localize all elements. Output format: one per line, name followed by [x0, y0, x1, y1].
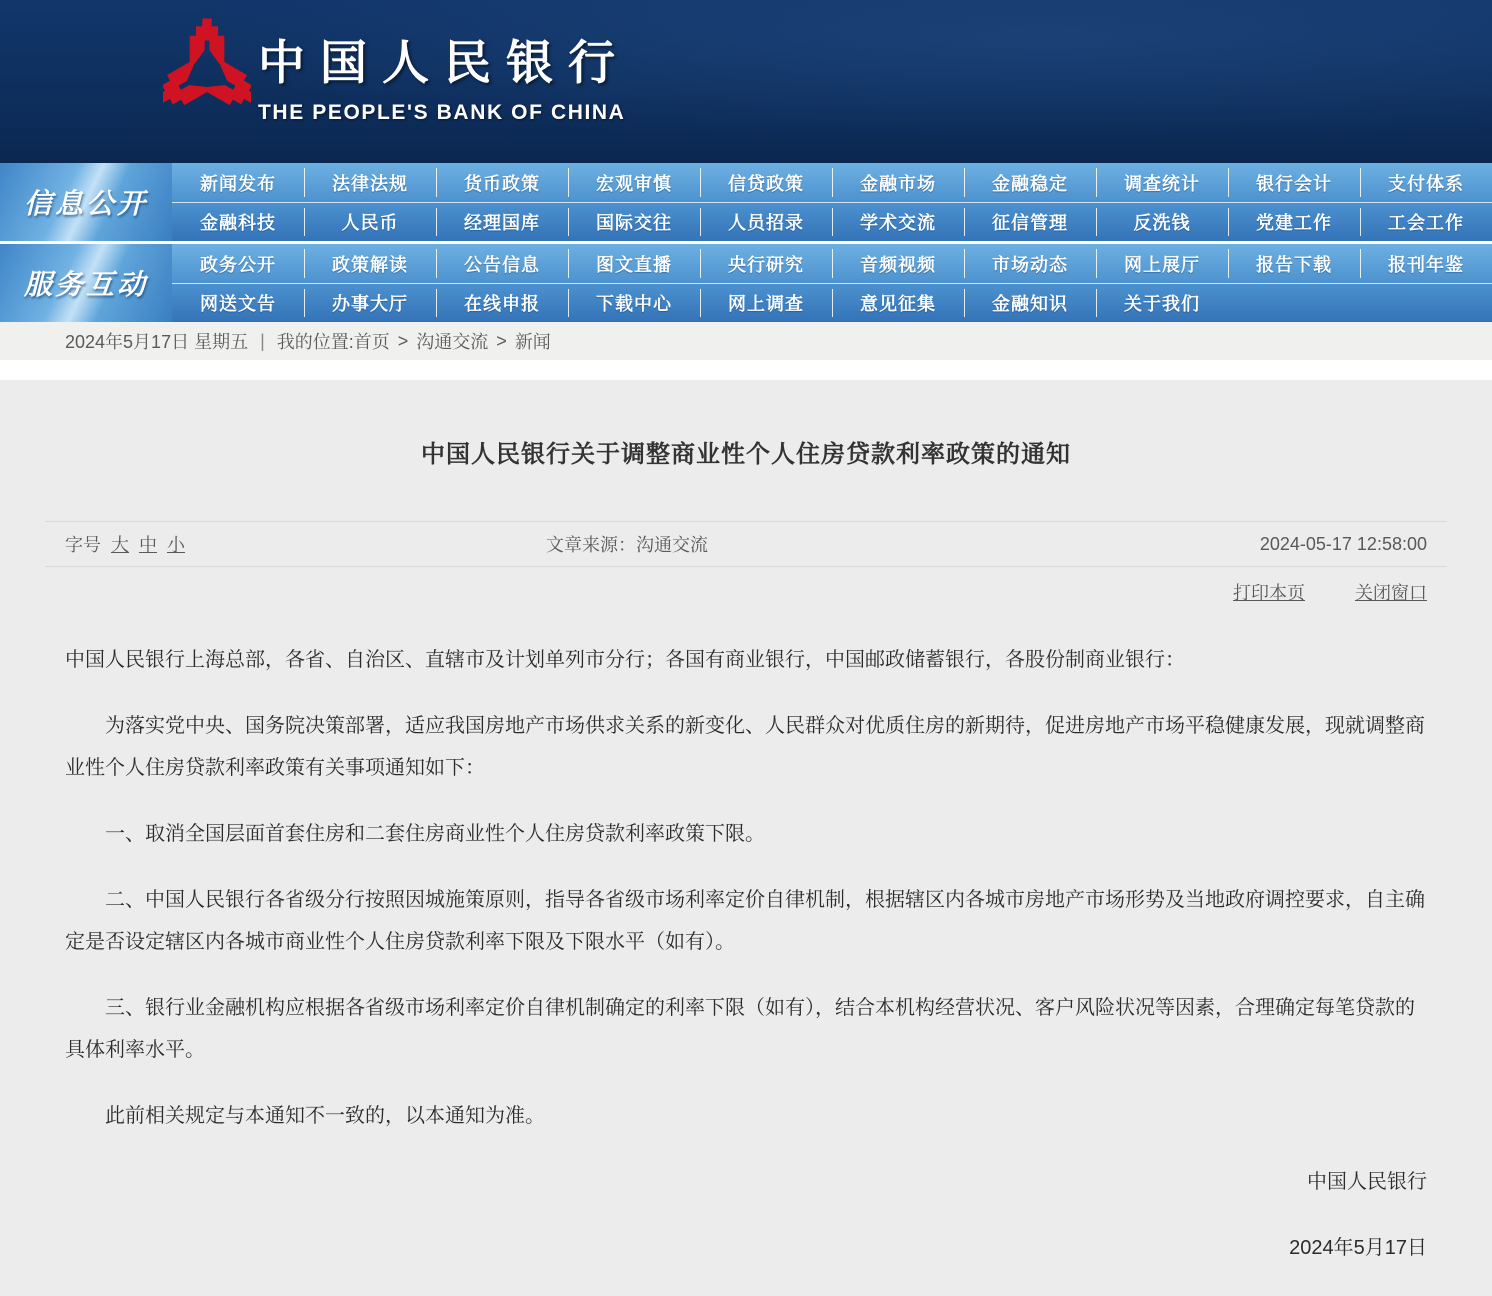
nav-item[interactable]: 宏观审慎 [568, 163, 700, 202]
nav-band-service-interaction [0, 244, 1492, 322]
article-container [0, 380, 1492, 1296]
nav-item[interactable]: 银行会计 [1228, 163, 1360, 202]
nav-empty-cell [1228, 284, 1360, 322]
nav-row [172, 202, 1492, 241]
breadcrumb-date: 2024年5月17日 星期五 [65, 332, 249, 352]
article-meta-row [0, 522, 1492, 566]
nav-item[interactable]: 音频视频 [832, 244, 964, 283]
article-body [0, 639, 1492, 1269]
font-size-medium-button[interactable]: 中 [139, 535, 157, 555]
breadcrumb-link-home[interactable]: 首页 [353, 332, 390, 352]
nav-item[interactable]: 下载中心 [568, 284, 700, 322]
nav-row [172, 283, 1492, 322]
signature-date: 2024年5月17日 [1289, 1237, 1427, 1259]
nav-row [172, 244, 1492, 283]
nav-section-service-interaction[interactable]: 服务互动 [0, 244, 172, 322]
nav-item[interactable]: 调查统计 [1096, 163, 1228, 202]
nav-menu-info [172, 163, 1492, 241]
paragraph-item-1: 一、取消全国层面首套住房和二套住房商业性个人住房贷款利率政策下限。 [105, 823, 765, 845]
nav-item[interactable]: 经理国库 [436, 203, 568, 241]
nav-item[interactable]: 金融市场 [832, 163, 964, 202]
nav-item[interactable]: 网送文告 [200, 294, 276, 314]
font-size-control [65, 531, 185, 557]
nav-band-info-disclosure [0, 163, 1492, 241]
nav-item[interactable]: 网上调查 [700, 284, 832, 322]
nav-row [172, 163, 1492, 202]
brand-title-zh: 中国人民银行 [258, 36, 630, 91]
nav-item[interactable]: 法律法规 [304, 163, 436, 202]
divider-strip [0, 360, 1492, 380]
nav-item[interactable]: 政务公开 [200, 254, 276, 275]
breadcrumb-separator: > [397, 330, 409, 351]
nav-item[interactable]: 市场动态 [964, 244, 1096, 283]
nav-item[interactable]: 金融科技 [200, 213, 276, 233]
breadcrumb [0, 322, 1492, 360]
brand-title-en: THE PEOPLE'S BANK OF CHINA [258, 101, 626, 124]
nav-item[interactable]: 金融知识 [964, 284, 1096, 322]
nav-item[interactable]: 反洗钱 [1096, 203, 1228, 241]
close-window-link[interactable]: 关闭窗口 [1355, 583, 1427, 603]
nav-item[interactable]: 学术交流 [832, 203, 964, 241]
breadcrumb-separator: > [496, 330, 507, 351]
nav-item[interactable]: 图文直播 [568, 244, 700, 283]
paragraph-item-3: 三、银行业金融机构应根据各省级市场利率定价自律机制确定的利率下限（如有），结合本机构经营状况、客户风险状况等因素，合理确定每笔贷款的具体利率水平。 [65, 997, 1415, 1061]
paragraph-salutation: 中国人民银行上海总部，各省、自治区、直辖市及计划单列市分行；各国有商业银行，中国邮政储蓄银行，各股份制商业银行： [65, 649, 1185, 671]
nav-item[interactable]: 金融稳定 [964, 163, 1096, 202]
font-size-large-button[interactable]: 大 [111, 535, 129, 555]
nav-item[interactable]: 征信管理 [964, 203, 1096, 241]
nav-item[interactable]: 信贷政策 [700, 163, 832, 202]
paragraph-closing: 此前相关规定与本通知不一致的，以本通知为准。 [105, 1105, 545, 1127]
article-datetime: 2024-05-17 12:58:00 [1259, 533, 1427, 554]
nav-item[interactable]: 意见征集 [832, 284, 964, 322]
nav-menu-service [172, 244, 1492, 322]
breadcrumb-location-label: 我的位置: [276, 332, 354, 352]
brand-block [258, 26, 630, 125]
nav-item[interactable]: 报刊年鉴 [1360, 244, 1492, 283]
nav-item[interactable]: 报告下载 [1228, 244, 1360, 283]
nav-item[interactable]: 在线申报 [436, 284, 568, 322]
nav-item[interactable]: 关于我们 [1096, 284, 1228, 322]
nav-item[interactable]: 政策解读 [304, 244, 436, 283]
article-source: 文章来源：沟通交流 [546, 535, 708, 555]
site-header [0, 0, 1492, 163]
nav-item[interactable]: 办事大厅 [304, 284, 436, 322]
nav-item[interactable]: 支付体系 [1360, 163, 1492, 202]
nav-item[interactable]: 央行研究 [700, 244, 832, 283]
nav-item[interactable]: 党建工作 [1228, 203, 1360, 241]
nav-item[interactable]: 工会工作 [1360, 203, 1492, 241]
pboc-emblem-icon [163, 16, 251, 128]
article-actions [0, 567, 1492, 605]
breadcrumb-link-news[interactable]: 新闻 [514, 332, 551, 352]
nav-item[interactable]: 人员招录 [700, 203, 832, 241]
nav-empty-cell [1360, 284, 1492, 322]
nav-item[interactable]: 网上展厅 [1096, 244, 1228, 283]
nav-item[interactable]: 公告信息 [436, 244, 568, 283]
paragraph-intro: 为落实党中央、国务院决策部署，适应我国房地产市场供求关系的新变化、人民群众对优质住房的新期待，促进房地产市场平稳健康发展，现就调整商业性个人住房贷款利率政策有关事项通知如下： [65, 715, 1425, 779]
paragraph-item-2: 二、中国人民银行各省级分行按照因城施策原则，指导各省级市场利率定价自律机制，根据辖区内各城市房地产市场形势及当地政府调控要求，自主确定是否设定辖区内各城市商业性个人住房贷款利率下限及下限水平（如有）。 [65, 889, 1425, 953]
breadcrumb-link-communication[interactable]: 沟通交流 [416, 332, 489, 352]
signature-name: 中国人民银行 [1307, 1171, 1427, 1193]
nav-item[interactable]: 新闻发布 [200, 173, 276, 194]
nav-item[interactable]: 货币政策 [436, 163, 568, 202]
print-page-link[interactable]: 打印本页 [1233, 583, 1305, 603]
nav-item[interactable]: 国际交往 [568, 203, 700, 241]
nav-section-info-disclosure[interactable]: 信息公开 [0, 163, 172, 241]
breadcrumb-pipe: | [260, 330, 265, 351]
font-size-label: 字号 [65, 535, 101, 555]
page-title: 中国人民银行关于调整商业性个人住房贷款利率政策的通知 [421, 441, 1071, 468]
main-navigation [0, 163, 1492, 322]
nav-item[interactable]: 人民币 [304, 203, 436, 241]
font-size-small-button[interactable]: 小 [167, 535, 185, 555]
